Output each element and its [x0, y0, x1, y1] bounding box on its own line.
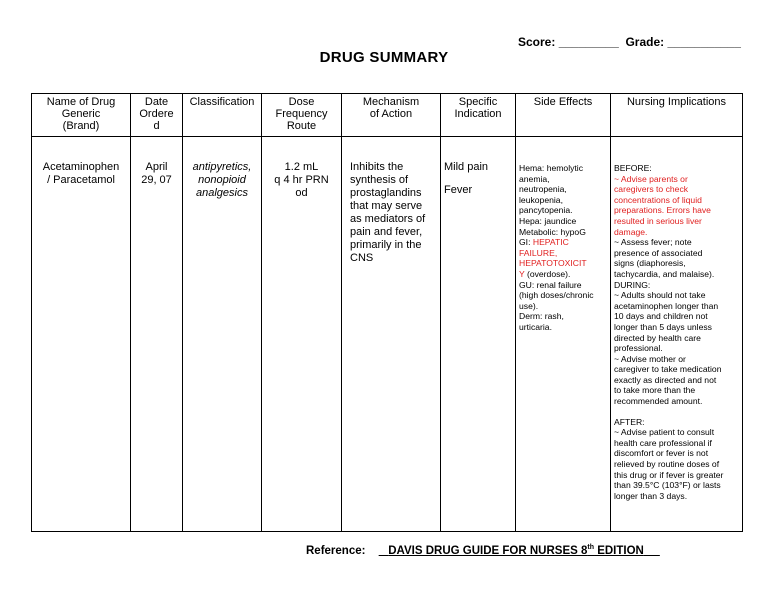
header-side-effects: Side Effects: [516, 94, 611, 137]
grade-label: Grade:: [625, 35, 665, 49]
nursing-implications-cell: BEFORE: ~ Advise parents or caregivers to check concentrations of liquid preparations. Errors have resulted in serious liver damage. ~ Assess fever; note presence of associated signs (diaphoresis, tachycardia, and malaise). DURING: ~ Adults should not take acetaminophen longer than 10 days and children not longer than 5 days unless directed by health care professional. ~ Advise mother or caregiver to take medication exactly as directed and not to take more than the recommended amount. AFTER: ~ Advise patient to consult health care professional if discomfort or fever is not relieved by routine doses of this drug or if fever is greater than 39.5°C (103°F) or lasts longer than 3 days.: [611, 137, 743, 532]
reference-label: Reference:: [306, 544, 366, 557]
during-label: DURING:: [614, 279, 651, 290]
indication-cell: [441, 137, 516, 532]
drug-name-cell: Acetaminophen / Paracetamol: [32, 137, 131, 532]
indication-item: Fever: [444, 184, 473, 196]
grade-blank: ___________: [667, 35, 741, 49]
reference-line: [306, 544, 660, 557]
classification-cell: antipyretics, nonopioid analgesics: [183, 137, 262, 532]
score-blank: _________: [558, 35, 619, 49]
date-ordered-cell: April 29, 07: [131, 137, 183, 532]
reference-value: DAVIS DRUG GUIDE FOR NURSES 8th EDITION: [388, 544, 644, 557]
side-effects-cell: Hema: hemolytic anemia, neutropenia, leukopenia, pancytopenia. Hepa: jaundice Metabolic: hypoG GI: HEPATIC FAILURE, HEPATOTOXICIT Y (overdose). GU: renal failure (high doses/chronic use). Derm: rash, urticaria.: [516, 137, 611, 532]
header-nursing: Nursing Implications: [611, 94, 743, 137]
table-header-row: [32, 94, 743, 137]
header-name: Name of Drug Generic (Brand): [32, 94, 131, 137]
indication-item: Mild pain: [444, 161, 489, 173]
header-dose: Dose Frequency Route: [262, 94, 342, 137]
before-label: BEFORE:: [614, 163, 652, 173]
page-title: DRUG SUMMARY: [319, 49, 449, 66]
score-label: Score:: [518, 35, 556, 49]
mechanism-cell: Inhibits the synthesis of prostaglandins that may serve as mediators of pain and fever, primarily in the CNS: [342, 137, 441, 532]
header-classification: Classification: [183, 94, 262, 137]
table-row: [32, 137, 743, 532]
after-label: AFTER:: [614, 416, 645, 427]
score-grade-line: [518, 35, 741, 49]
header-indication: Specific Indication: [441, 94, 516, 137]
header-mechanism: Mechanism of Action: [342, 94, 441, 137]
dose-cell: 1.2 mL q 4 hr PRN od: [262, 137, 342, 532]
hepatic-failure-warning: HEPATIC: [532, 237, 569, 248]
drug-summary-table: [31, 93, 743, 532]
header-date: Date Ordere d: [131, 94, 183, 137]
